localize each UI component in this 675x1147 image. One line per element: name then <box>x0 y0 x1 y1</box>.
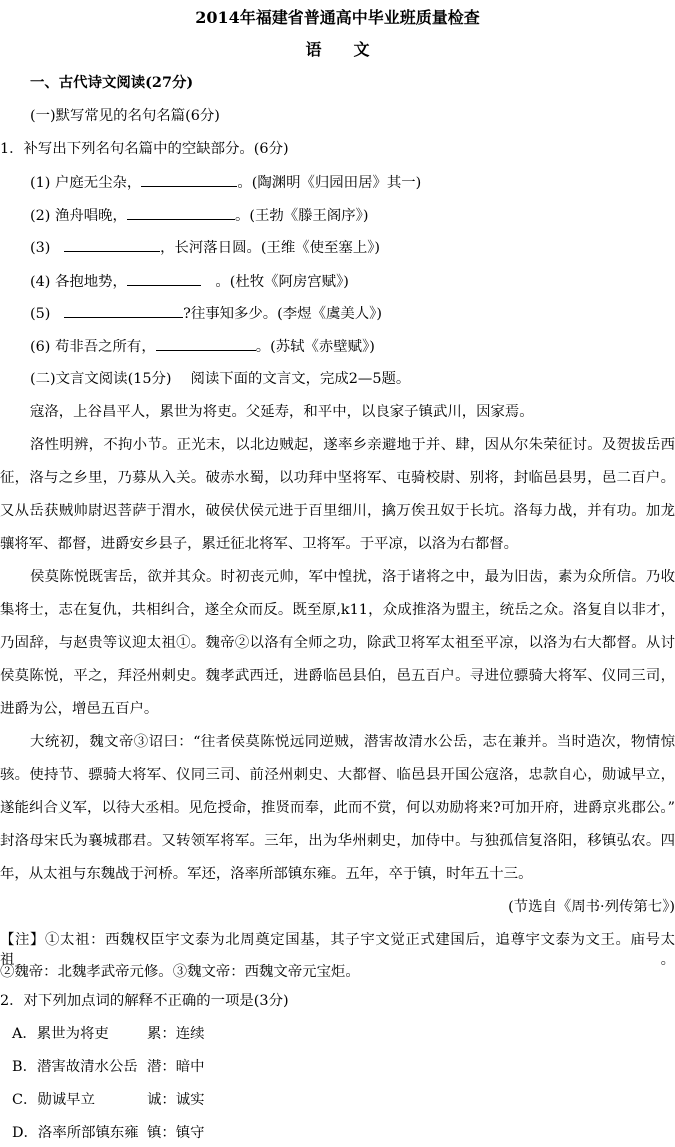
option-b[interactable]: B．潜害故清水公岳 潜：暗中 <box>12 1059 205 1075</box>
passage-line: 骧将军、都督，进爵安乡县子，累迁征北将军、卫将军。于平凉，以洛为右都督。 <box>0 536 519 552</box>
question-2: 2．对下列加点词的解释不正确的一项是(3分) <box>0 993 289 1009</box>
passage-line: 洛性明辨，不拘小节。正光末，以北边贼起，遂率乡亲避地于并、肆，因从尔朱荣征讨。及贺拔岳西 <box>30 437 675 453</box>
option-a[interactable]: A．累世为将吏 累：连续 <box>12 1026 205 1042</box>
fill-item-3: (3) ，长河落日圆。(王维《使至塞上》) <box>30 237 675 258</box>
option-c[interactable]: C．勋诚早立 诚：诚实 <box>12 1092 205 1108</box>
passage-line: 征，洛与之乡里，乃募从入关。破赤水蜀，以功拜中坚将军、屯骑校尉、别将，封临邑县男，邑二百户。 <box>0 470 675 486</box>
passage-line: 封洛母宋氏为襄城郡君。又转领军将军。三年，出为华州刺史，加侍中。与独孤信复洛阳，移镇弘农。四 <box>0 833 675 849</box>
passage-line: 又从岳获贼帅尉迟菩萨于渭水，破侯伏侯元进于百里细川，擒万俟丑奴于长坑。洛每力战，并有功。加龙 <box>0 503 675 519</box>
passage-line: 乃固辞，与赵贵等议迎太祖①。魏帝②以洛有全师之功，除武卫将军太祖至平凉，以洛为右大都督。从讨 <box>0 635 675 651</box>
passage-line: 大统初，魏文帝③诏曰：“往者侯莫陈悦远同逆贼，潜害故清水公岳，志在兼并。当时造次，物情惊 <box>30 734 675 750</box>
answer-blank[interactable] <box>64 237 160 252</box>
part-heading-2: (二)文言文阅读(15分) 阅读下面的文言文，完成2—5题。 <box>30 371 411 387</box>
page-title: 2014年福建省普通高中毕业班质量检查 <box>195 8 480 27</box>
passage-source: (节选自《周书·列传第七》) <box>508 899 675 915</box>
fill-item-1: (1) 户庭无尘杂， 。(陶渊明《归园田居》其一) <box>30 172 675 193</box>
passage-line: 寇洛，上谷昌平人，累世为将吏。父延寿，和平中，以良家子镇武川，因家焉。 <box>30 404 534 420</box>
fill-item-6: (6) 苟非吾之所有， 。(苏轼《赤壁赋》) <box>30 336 675 357</box>
note-line: 【注】①太祖：西魏权臣宇文泰为北周奠定国基，其子宇文觉正式建国后，追尊宇文泰为文王。庙号太祖。 <box>0 932 675 968</box>
answer-blank[interactable] <box>141 172 237 187</box>
answer-blank[interactable] <box>127 271 201 286</box>
answer-blank[interactable] <box>127 205 235 220</box>
note-line: ②魏帝：北魏孝武帝元修。③魏文帝：西魏文帝元宝炬。 <box>0 964 360 980</box>
part-heading-1: (一)默写常见的名句名篇(6分) <box>30 108 220 124</box>
passage-line: 侯莫陈悦，平之，拜泾州刺史。魏孝武西迁，进爵临邑县伯，邑五百户。寻进位骠骑大将军、仪同三司， <box>0 668 675 684</box>
answer-blank[interactable] <box>156 336 256 351</box>
fill-item-4: (4) 各抱地势， 。(杜牧《阿房宫赋》) <box>30 271 675 292</box>
fill-item-2: (2) 渔舟唱晚， 。(王勃《滕王阁序》) <box>30 205 675 226</box>
answer-blank[interactable] <box>64 303 183 318</box>
passage-line: 集将士，志在复仇，共相纠合，遂全众而反。既至原,k11，众成推洛为盟主，统岳之众。洛复自以非才， <box>0 602 675 618</box>
question-1: 1．补写出下列名句名篇中的空缺部分。(6分) <box>0 141 289 157</box>
passage-line: 进爵为公，增邑五百户。 <box>0 701 159 717</box>
passage-line: 侯莫陈悦既害岳，欲并其众。时初丧元帅，军中惶扰，洛于诸将之中，最为旧齿，素为众所信。乃收 <box>30 569 675 585</box>
subject-title: 语 文 <box>305 40 370 59</box>
fill-item-5: (5) ?往事知多少。(李煜《虞美人》) <box>30 303 675 324</box>
section-heading: 一、古代诗文阅读(27分) <box>30 74 194 91</box>
passage-line: 遂能纠合义军，以待大丞相。见危授命，推贤而奉，此而不赏，何以劝励将来?可加开府，进爵京兆郡公。” <box>0 800 675 816</box>
option-d[interactable]: D．洛率所部镇东雍 镇：镇守 <box>12 1125 205 1141</box>
passage-line: 年，从太祖与东魏战于河桥。军还，洛率所部镇东雍。五年，卒于镇，时年五十三。 <box>0 866 533 882</box>
passage-line: 骇。使持节、骠骑大将军、仪同三司、前泾州刺史、大都督、临邑县开国公寇洛，忠款自心，勋诚早立， <box>0 767 675 783</box>
